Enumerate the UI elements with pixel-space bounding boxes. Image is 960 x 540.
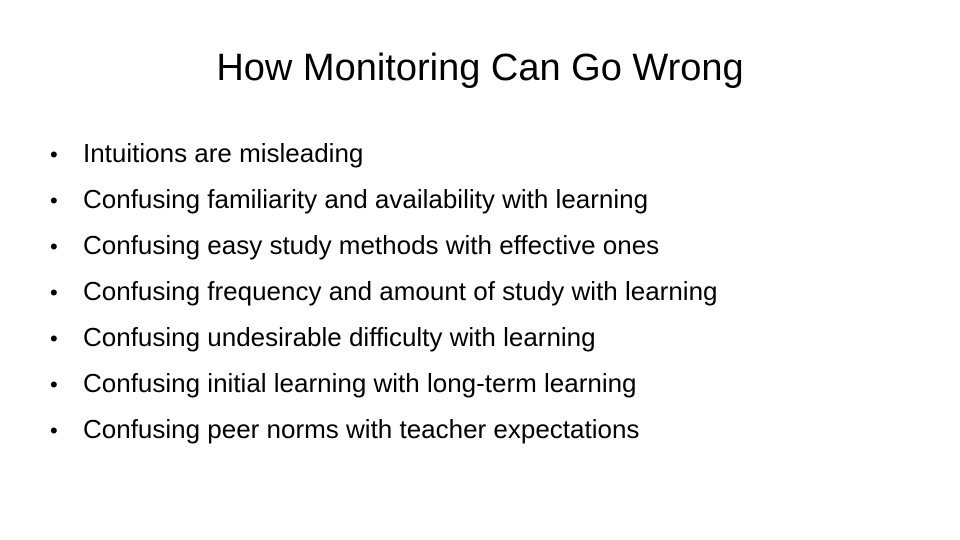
- bullet-icon: •: [50, 372, 58, 397]
- list-item: [50, 314, 910, 360]
- bullet-text: Intuitions are misleading: [83, 138, 364, 168]
- bullet-icon: •: [50, 234, 58, 259]
- bullet-icon: •: [50, 188, 58, 213]
- bullet-icon: •: [50, 142, 58, 167]
- bullet-text: Confusing frequency and amount of study with learning: [83, 276, 718, 306]
- bullet-icon: •: [50, 326, 58, 351]
- bullet-text: Confusing initial learning with long-term learning: [83, 368, 637, 398]
- list-item: [50, 406, 910, 452]
- bullet-icon: •: [50, 418, 58, 443]
- bullet-icon: •: [50, 280, 58, 305]
- list-item: [50, 268, 910, 314]
- list-item: [50, 176, 910, 222]
- bullet-text: Confusing undesirable difficulty with learning: [83, 322, 596, 352]
- bullet-text: Confusing easy study methods with effective ones: [83, 230, 660, 260]
- list-item: [50, 222, 910, 268]
- slide-title: How Monitoring Can Go Wrong: [216, 47, 744, 89]
- list-item: [50, 130, 910, 176]
- list-item: [50, 360, 910, 406]
- bullet-list: [50, 130, 910, 452]
- bullet-text: Confusing familiarity and availability with learning: [83, 184, 649, 214]
- bullet-text: Confusing peer norms with teacher expectations: [83, 414, 640, 444]
